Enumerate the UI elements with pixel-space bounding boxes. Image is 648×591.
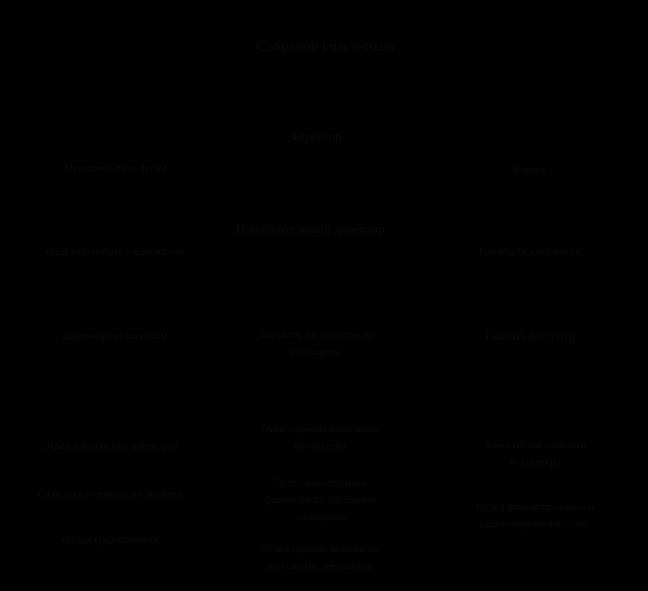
node-sales-dept: Отдел продаж залогового имущества заёмщиков [260, 543, 380, 572]
node-deputy-accountant: Заместитель главного бухгалтера [484, 439, 586, 468]
node-exec-director: Исполнительный директор [235, 220, 385, 236]
node-credit-dept: Отдел кредитования [62, 533, 158, 546]
node-lawyer: Юрист [513, 163, 547, 176]
node-finance-dept: Отдел финансирования и прогнозирования услуг [475, 501, 595, 530]
node-purchase-director: Директор по закупкам [62, 329, 168, 342]
node-credit-director: Директор по кредитным операциям [258, 329, 372, 358]
node-manager: Менеджер по услугам [63, 161, 167, 174]
node-valuation-dept: Отдел оценки залогового имущества [261, 423, 379, 452]
node-service-dept: Отдел обслуживания клиентов [38, 487, 182, 500]
node-contracts-dept: Отдел заключения договоров [41, 439, 179, 452]
node-client-dept: Отдел по работе с клиентами [46, 245, 184, 258]
node-security: Служба безопасности [478, 245, 581, 258]
node-director: Директор [288, 127, 342, 143]
diagram-title: Собрание участников [256, 38, 394, 55]
node-monitoring-dept: Отдел мониторинга финансового состояния заёмщиков [264, 476, 376, 523]
node-chief-accountant: Главный бухгалтер [485, 330, 575, 343]
